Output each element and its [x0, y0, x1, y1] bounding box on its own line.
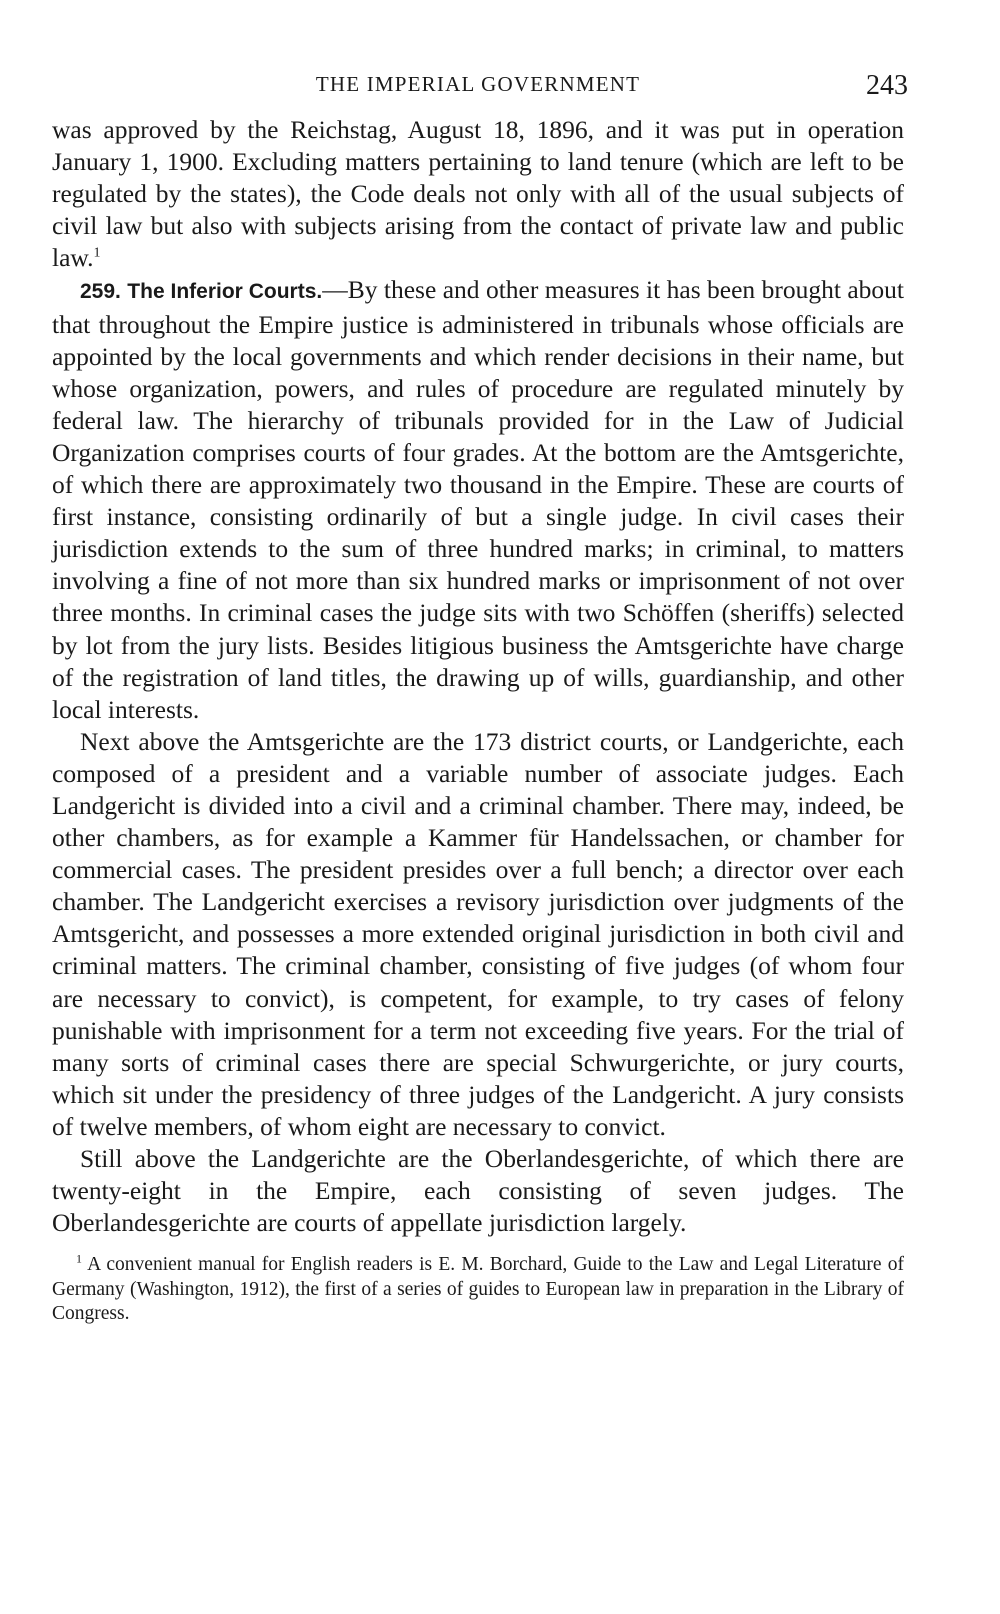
footnote: [52, 1253, 904, 1327]
paragraph-landgerichte: [52, 726, 904, 1143]
paragraph-text: Still above the Landgerichte are the Oberlandesgerichte, of which there are twenty-eight in the Empire, each consisting of seven judges. The Oberlandesgerichte are courts of appellate jurisdiction largely.: [52, 1144, 904, 1238]
paragraph-text: was approved by the Reichstag, August 18, 1896, and it was put in operation January 1, 1900. Excluding matters pertaining to land tenure (which are left to be regulated by the states), the Code deals not only with all of the usual subjects of civil law but also with subjects arising from the contact of private law and public law.: [52, 115, 904, 273]
paragraph-text: —By these and other measures it has been brought about that throughout the Empire justice is administered in tribunals whose officials are appointed by the local governments and which render decisions in their name, but whose organization, powers, and rules of procedure are regulated minutely by federal law. The hierarchy of tribunals provided for in the Law of Judicial Organization comprises courts of four grades. At the bottom are the Amtsgerichte, of which there are approximately two thousand in the Empire. These are courts of first instance, consisting ordinarily of but a single judge. In civil cases their jurisdiction extends to the sum of three hundred marks; in criminal, to matters involving a fine of not more than six hundred marks or imprisonment of not over three months. In criminal cases the judge sits with two Schöffen (sheriffs) selected by lot from the jury lists. Besides litigious business the Amtsgerichte have charge of the registration of land titles, the drawing up of wills, guardianship, and other local interests.: [52, 275, 904, 724]
body-text: [52, 114, 904, 1239]
running-head: [52, 70, 908, 110]
section-title: The Inferior Courts.: [127, 280, 323, 304]
section-number: 259.: [80, 280, 121, 304]
page-number: 243: [866, 70, 908, 101]
footnote-reference: 1: [93, 245, 101, 261]
running-title: THE IMPERIAL GOVERNMENT: [315, 72, 641, 96]
paragraph-inferior-courts: [52, 274, 904, 725]
paragraph-continuation: [52, 114, 904, 274]
footnote-text: A convenient manual for English readers is E. M. Borchard, Guide to the Law and Legal Literature of Germany (Washington, 1912), the first of a series of guides to European law in preparation in the Library of Congress.: [52, 1254, 904, 1325]
paragraph-text: Next above the Amtsgerichte are the 173 district courts, or Landgerichte, each composed of a president and a variable number of associate judges. Each Landgericht is divided into a civil and a criminal chamber. There may, indeed, be other chambers, as for example a Kammer für Handelssachen, or chamber for commercial cases. The president presides over a full bench; a director over each chamber. The Landgericht exercises a revisory jurisdiction over judgments of the Amtsgericht, and possesses a more extended original jurisdiction in both civil and criminal matters. The criminal chamber, consisting of five judges (of whom four are necessary to convict), is competent, for example, to try cases of felony punishable with imprisonment for a term not exceeding five years. For the trial of many sorts of criminal cases there are special Schwurgerichte, or jury courts, which sit under the presidency of three judges of the Landgericht. A jury consists of twelve members, of whom eight are necessary to convict.: [52, 726, 904, 1141]
footnote-marker: 1: [76, 1251, 82, 1266]
book-page: [52, 70, 908, 1327]
paragraph-oberlandesgerichte: [52, 1143, 904, 1239]
